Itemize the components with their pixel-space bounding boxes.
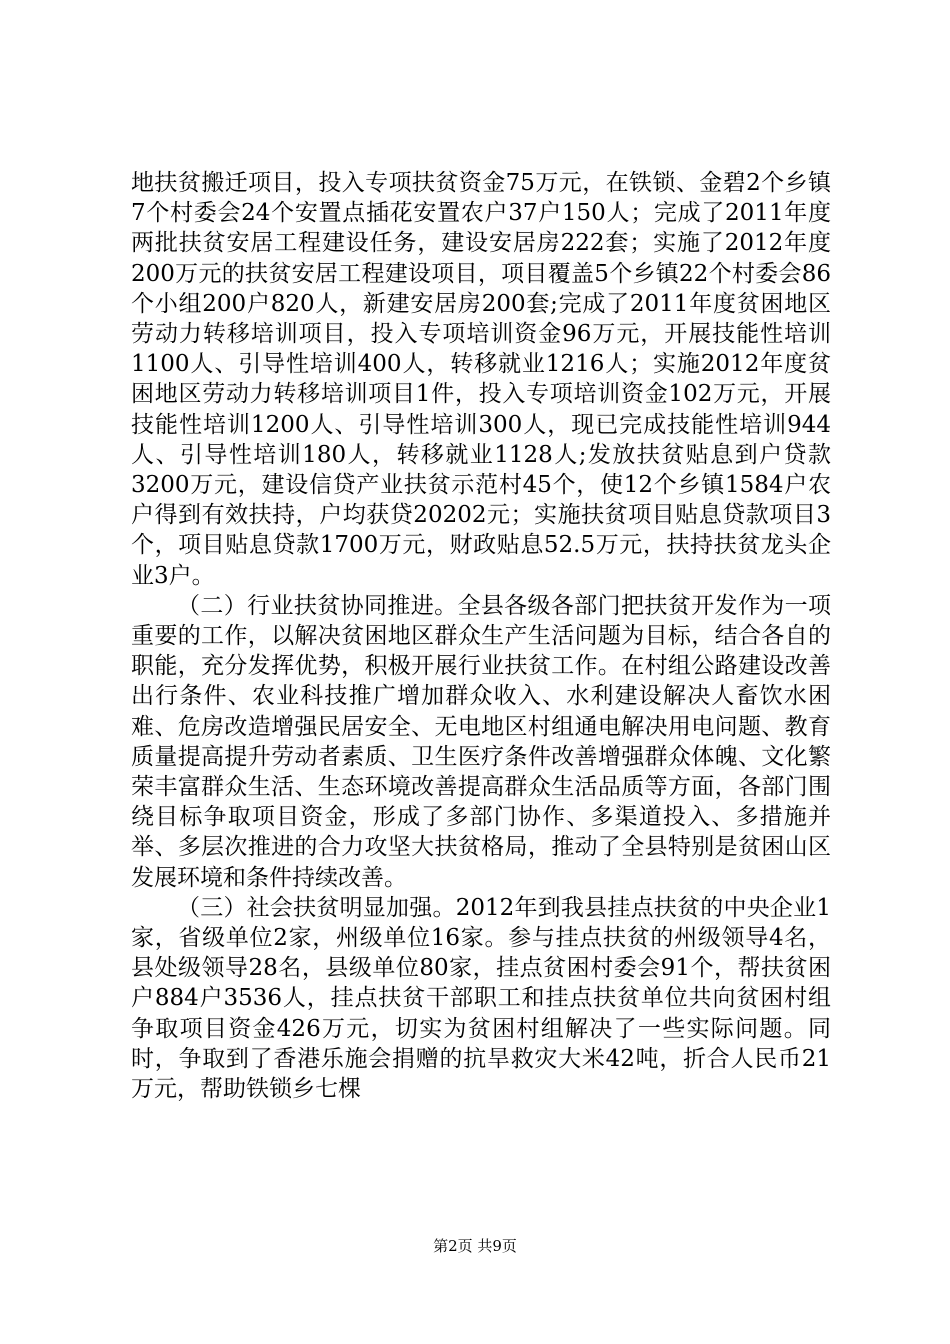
document-body: [131, 168, 831, 1104]
paragraph-industry-poverty-alleviation: （二）行业扶贫协同推进。全县各级各部门把扶贫开发作为一项重要的工作，以解决贫困地区群众生产生活问题为目标，结合各自的职能，充分发挥优势，积极开展行业扶贫工作。在村组公路建设改善出行条件、农业科技推广增加群众收入、水利建设解决人畜饮水困难、危房改造增强民居安全、无电地区村组通电解决用电问题、教育质量提高提升劳动者素质、卫生医疗条件改善增强群众体魄、文化繁荣丰富群众生活、生态环境改善提高群众生活品质等方面，各部门围绕目标争取项目资金，形成了多部门协作、多渠道投入、多措施并举、多层次推进的合力攻坚大扶贫格局，推动了全县特别是贫困山区发展环境和条件持续改善。: [131, 592, 831, 891]
paragraph-social-poverty-alleviation: （三）社会扶贫明显加强。2012年到我县挂点扶贫的中央企业1家，省级单位2家，州级单位16家。参与挂点扶贫的州级领导4名，县处级领导28名，县级单位80家，挂点贫困村委会91个，帮扶贫困户884户3536人，挂点扶贫干部职工和挂点扶贫单位共向贫困村组争取项目资金426万元，切实为贫困村组解决了一些实际问题。同时，争取到了香港乐施会捐赠的抗旱救灾大米42吨，折合人民币21万元，帮助铁锁乡七棵: [131, 894, 831, 1103]
paragraph-relocation-projects: 地扶贫搬迁项目，投入专项扶贫资金75万元，在铁锁、金碧2个乡镇7个村委会24个安置点插花安置农户37户150人；完成了2011年度两批扶贫安居工程建设任务，建设安居房222套；实施了2012年度200万元的扶贫安居工程建设项目，项目覆盖5个乡镇22个村委会86个小组200户820人，新建安居房200套;完成了2011年度贫困地区劳动力转移培训项目，投入专项培训资金96万元，开展技能性培训1100人、引导性培训400人，转移就业1216人；实施2012年度贫困地区劳动力转移培训项目1件，投入专项培训资金102万元，开展技能性培训1200人、引导性培训300人，现已完成技能性培训944人、引导性培训180人，转移就业1128人;发放扶贫贴息到户贷款3200万元，建设信贷产业扶贫示范村45个，使12个乡镇1584户农户得到有效扶持，户均获贷20202元；实施扶贫项目贴息贷款项目3个，项目贴息贷款1700万元，财政贴息52.5万元，扶持扶贫龙头企业3户。: [131, 170, 831, 589]
page-number-footer: 第2页 共9页: [433, 1237, 517, 1255]
